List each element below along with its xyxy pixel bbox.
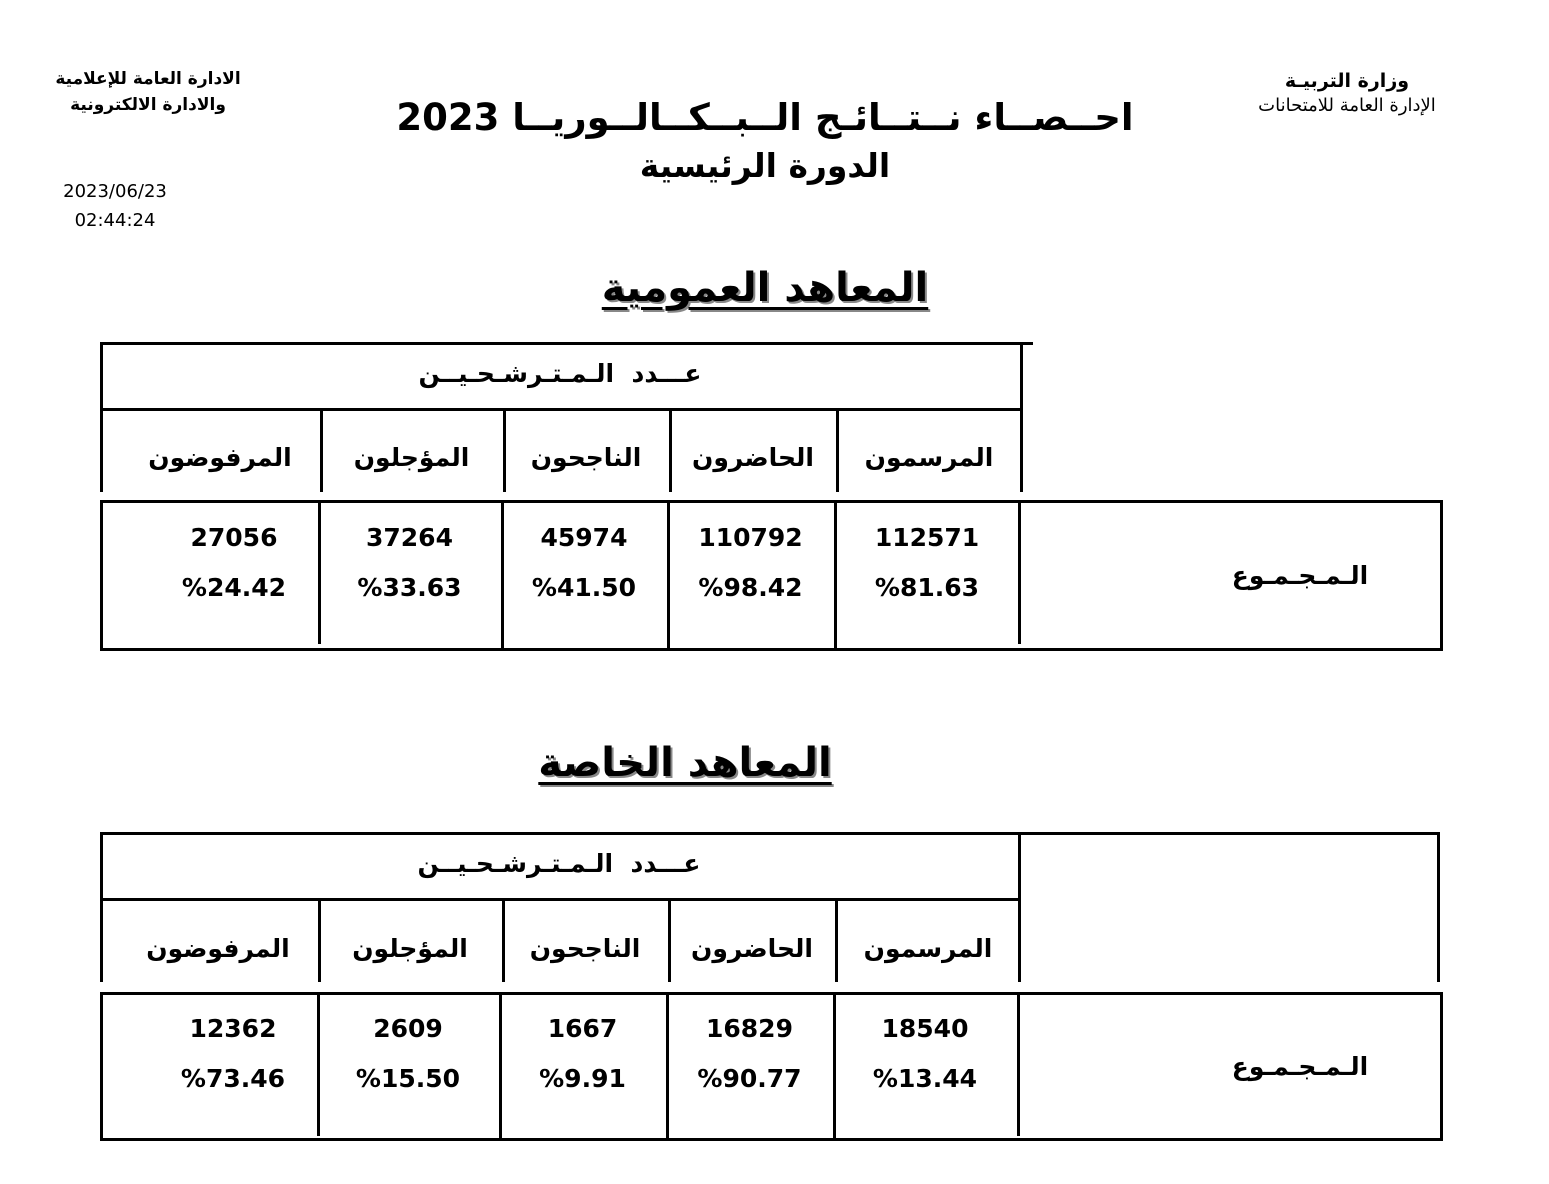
- percent-present: %98.42: [698, 573, 803, 602]
- ministry-name: وزارة التربيـة: [1284, 70, 1410, 92]
- results-table-public: [100, 342, 1443, 652]
- table-border: [100, 648, 1443, 651]
- print-timestamp: [50, 177, 180, 235]
- print-date: 2023/06/23: [63, 181, 167, 202]
- table-border: [100, 992, 103, 1141]
- table-divider: [100, 408, 1022, 411]
- percent-deferred: %15.50: [355, 1064, 461, 1093]
- print-time: 02:44:24: [74, 210, 156, 231]
- value-rejected: 12362: [189, 1014, 277, 1043]
- column-header-passed: الناجحون: [529, 934, 641, 963]
- table-border: [100, 342, 1033, 345]
- value-registered: 18540: [881, 1014, 969, 1043]
- table-border: [100, 832, 1440, 835]
- percent-rejected: %73.46: [180, 1064, 286, 1093]
- row-label-total: الـمـجـمـوع: [1231, 561, 1369, 590]
- section-title-public: المعاهد العمومية: [601, 265, 929, 311]
- value-present: 110792: [698, 523, 803, 552]
- media-department-line2: والادارة الالكترونية: [70, 95, 226, 115]
- column-header-deferred: المؤجلون: [352, 934, 468, 963]
- table-border: [100, 500, 103, 651]
- column-header-rejected: المرفوضون: [146, 934, 290, 963]
- group-header: عـــدد الـمـتـرشـحـيــن: [418, 359, 702, 388]
- percent-passed: %41.50: [531, 573, 637, 602]
- column-header-registered: المرسمون: [864, 443, 994, 472]
- value-passed: 1667: [547, 1014, 618, 1043]
- percent-present: %90.77: [697, 1064, 802, 1093]
- results-table-private: [100, 832, 1443, 1142]
- page-title: احــصــاء نــتــائـج الــبــكــالــوريــا 2023: [396, 96, 1134, 139]
- value-present: 16829: [706, 1014, 793, 1043]
- media-department-line1: الادارة العامة للإعلامية: [55, 69, 241, 89]
- table-border: [1440, 992, 1443, 1141]
- column-header-present: الحاضرون: [691, 934, 813, 963]
- table-divider: [1017, 992, 1020, 1136]
- table-border: [1437, 832, 1440, 982]
- percent-rejected: %24.42: [181, 573, 287, 602]
- column-header-registered: المرسمون: [863, 934, 993, 963]
- value-rejected: 27056: [190, 523, 278, 552]
- value-deferred: 37264: [366, 523, 453, 552]
- table-divider: [100, 500, 1443, 503]
- percent-registered: %81.63: [874, 573, 980, 602]
- page-subtitle: الدورة الرئيسية: [639, 146, 891, 185]
- percent-passed: %9.91: [539, 1064, 626, 1093]
- percent-registered: %13.44: [872, 1064, 978, 1093]
- group-header: عـــدد الـمـتـرشـحـيــن: [417, 849, 701, 878]
- column-header-passed: الناجحون: [530, 443, 642, 472]
- column-header-present: الحاضرون: [692, 443, 814, 472]
- ministry-department: الإدارة العامة للامتحانات: [1258, 95, 1436, 116]
- value-passed: 45974: [540, 523, 628, 552]
- column-header-rejected: المرفوضون: [148, 443, 292, 472]
- ministry-header: [1217, 68, 1477, 118]
- table-border: [100, 1138, 1443, 1141]
- media-department: [28, 66, 268, 118]
- table-divider: [100, 992, 1443, 995]
- table-divider: [100, 898, 1020, 901]
- table-border: [1440, 500, 1443, 651]
- table-divider: [1018, 500, 1021, 644]
- percent-deferred: %33.63: [357, 573, 462, 602]
- row-label-total: الـمـجـمـوع: [1231, 1052, 1369, 1081]
- column-header-deferred: المؤجلون: [353, 443, 470, 472]
- value-registered: 112571: [874, 523, 980, 552]
- value-deferred: 2609: [373, 1014, 443, 1043]
- section-title-private: المعاهد الخاصة: [538, 740, 832, 786]
